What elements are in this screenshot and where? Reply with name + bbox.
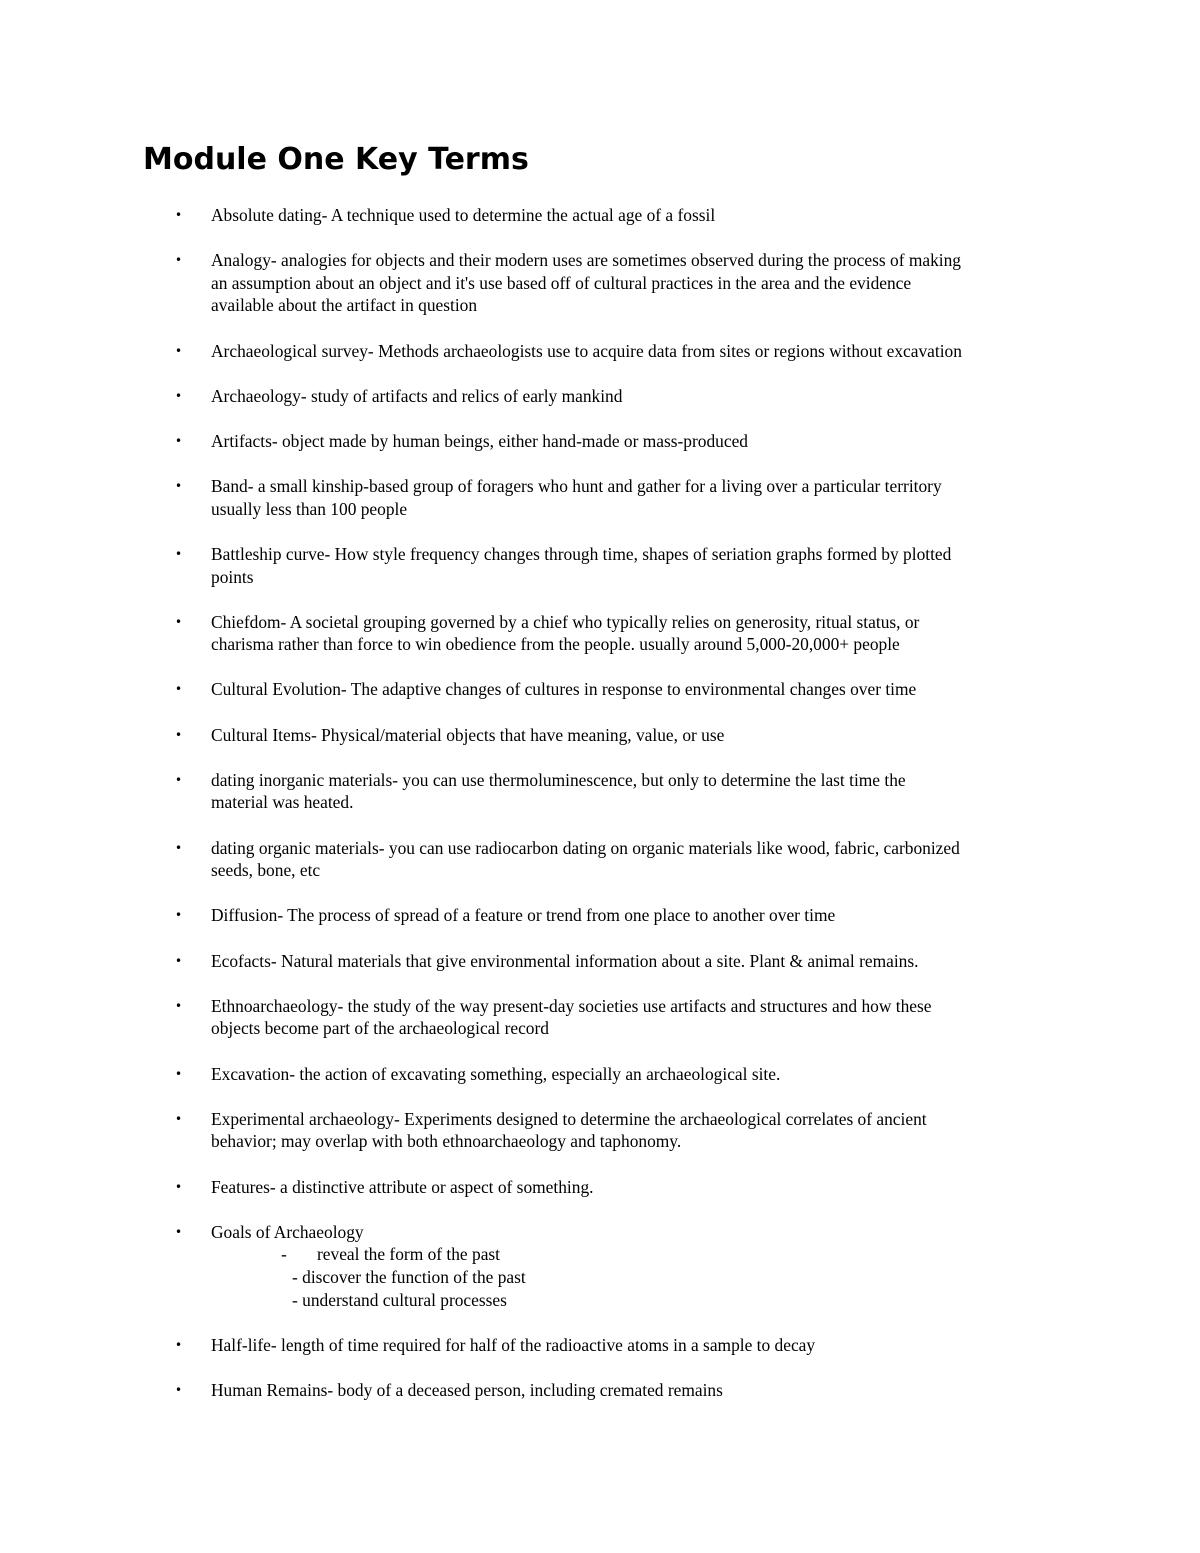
term-item (0, 950, 1071, 973)
term-text-line: Human Remains- body of a deceased person, including cremated remains (211, 1379, 723, 1400)
term-text-line: seeds, bone, etc (211, 860, 321, 881)
term-text-line: Excavation- the action of excavating something, especially an archaeological site. (211, 1063, 781, 1084)
bullet-icon: • (175, 1224, 183, 1239)
bullet-icon: • (175, 1066, 183, 1081)
bullet-icon: • (175, 388, 183, 403)
term-text-line: usually less than 100 people (211, 498, 408, 519)
term-item (0, 904, 1071, 927)
bullet-icon: • (175, 727, 183, 742)
term-item (0, 543, 1071, 588)
term-text-line: Features- a distinctive attribute or aspect of something. (211, 1176, 594, 1197)
term-text-line: Goals of Archaeology (211, 1221, 364, 1242)
term-text-line: Half-life- length of time required for half of the radioactive atoms in a sample to decay (211, 1334, 816, 1355)
term-text-line: an assumption about an object and it's use based off of cultural practices in the area and the evidence (211, 272, 912, 293)
dash-marker: - (281, 1244, 287, 1265)
term-text-line: Analogy- analogies for objects and their modern uses are sometimes observed during the process of making (211, 250, 962, 271)
term-text-line: behavior; may overlap with both ethnoarchaeology and taphonomy. (211, 1131, 682, 1152)
term-item (0, 837, 1071, 882)
term-item (0, 340, 1071, 363)
term-text-line: Diffusion- The process of spread of a feature or trend from one place to another over time (211, 905, 836, 926)
key-terms-list (0, 204, 1200, 1424)
term-text-line: Band- a small kinship-based group of foragers who hunt and gather for a living over a particular territory (211, 476, 942, 497)
term-text-line: Cultural Items- Physical/material objects that have meaning, value, or use (211, 724, 725, 745)
bullet-icon: • (175, 433, 183, 448)
term-text-line: Artifacts- object made by human beings, either hand-made or mass-produced (211, 430, 748, 451)
term-text-line: charisma rather than force to win obedience from the people. usually around 5,000-20,000+ people (211, 634, 900, 655)
bullet-icon: • (175, 1179, 183, 1194)
term-text-line: Ethnoarchaeology- the study of the way present-day societies use artifacts and structures and how these (211, 995, 932, 1016)
term-text-line: Archaeology- study of artifacts and relics of early mankind (211, 385, 623, 406)
goals-subitem-text: - discover the function of the past (292, 1266, 526, 1287)
goals-subitem (211, 1266, 1071, 1289)
goals-subitem-text: reveal the form of the past (317, 1244, 501, 1265)
goals-subitem (211, 1289, 1071, 1312)
bullet-icon: • (175, 1337, 183, 1352)
term-text-line: material was heated. (211, 792, 354, 813)
bullet-icon: • (175, 208, 183, 222)
term-text-line: Chiefdom- A societal grouping governed by a chief who typically relies on generosity, ritual status, or (211, 611, 920, 632)
term-item (0, 475, 1071, 520)
term-item (0, 249, 1071, 317)
bullet-icon: • (175, 479, 183, 494)
term-text-line: dating inorganic materials- you can use thermoluminescence, but only to determine the last time the (211, 769, 906, 790)
bullet-icon: • (175, 546, 183, 561)
term-item (0, 1108, 1071, 1153)
term-item (0, 385, 1071, 408)
term-text-line: available about the artifact in question (211, 295, 478, 316)
term-item (0, 724, 1071, 747)
term-text-line: Battleship curve- How style frequency changes through time, shapes of seriation graphs formed by plotted (211, 543, 952, 564)
page-title: Module One Key Terms (143, 142, 529, 177)
term-text-line: Ecofacts- Natural materials that give environmental information about a site. Plant & animal remains. (211, 950, 919, 971)
term-text-line: objects become part of the archaeological record (211, 1018, 549, 1039)
bullet-icon: • (175, 1111, 183, 1126)
term-item (0, 995, 1071, 1040)
term-text-line: Experimental archaeology- Experiments designed to determine the archaeological correlates of ancient (211, 1108, 927, 1129)
bullet-icon: • (175, 1382, 183, 1397)
term-item (0, 204, 1071, 227)
term-item (0, 1334, 1071, 1357)
term-item (0, 611, 1071, 656)
bullet-icon: • (175, 772, 183, 787)
term-text-line: Cultural Evolution- The adaptive changes of cultures in response to environmental changes over time (211, 679, 917, 700)
term-item (0, 1176, 1071, 1199)
term-text-line: points (211, 566, 254, 587)
term-text-line: dating organic materials- you can use radiocarbon dating on organic materials like wood, fabric, carbonized (211, 837, 960, 858)
bullet-icon: • (175, 682, 183, 697)
bullet-icon: • (175, 343, 183, 358)
bullet-icon: • (175, 953, 183, 968)
term-item (0, 769, 1071, 814)
bullet-icon: • (175, 840, 183, 855)
term-item (0, 1063, 1071, 1086)
bullet-icon: • (175, 908, 183, 923)
bullet-icon: • (175, 614, 183, 629)
bullet-icon: • (175, 253, 183, 268)
goals-subitem-text: - understand cultural processes (292, 1289, 507, 1310)
term-text-line: Archaeological survey- Methods archaeologists use to acquire data from sites or regions without excavation (211, 340, 962, 361)
term-item (0, 678, 1071, 701)
term-text-line: Absolute dating- A technique used to determine the actual age of a fossil (211, 205, 716, 225)
bullet-icon: • (175, 998, 183, 1013)
term-item (0, 1379, 1071, 1402)
term-item (0, 430, 1071, 453)
goals-sublist (211, 1243, 1071, 1311)
term-item (0, 1221, 1071, 1311)
goals-subitem (211, 1243, 1071, 1266)
